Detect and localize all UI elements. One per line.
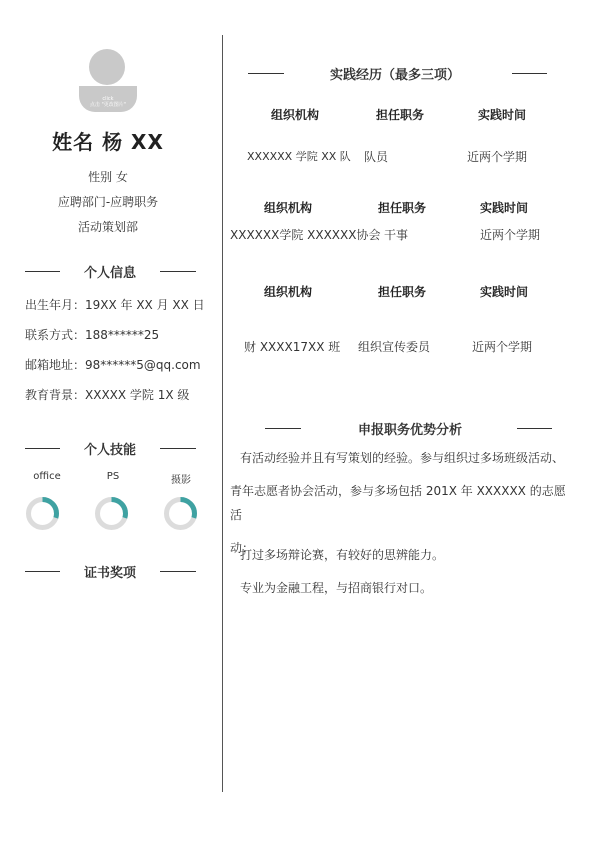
header-time: 实践时间 — [477, 108, 526, 122]
section-title-skills: 个人技能 — [83, 443, 136, 458]
entry-1-org: XXXXXX 学院 XX 队 — [247, 150, 351, 163]
header-role: 担任职务 — [377, 285, 426, 299]
header-organization: 组织机构 — [270, 108, 319, 122]
column-divider — [222, 35, 223, 792]
section-rule-left — [25, 571, 60, 572]
skill-label-ps: PS — [106, 471, 120, 482]
section-title-analysis: 申报职务优势分析 — [357, 423, 462, 438]
info-phone: 联系方式：188******25 — [25, 328, 160, 342]
skill-ring-ps — [94, 496, 129, 531]
section-rule-right — [160, 448, 196, 449]
section-rule-right — [160, 571, 196, 572]
section-title-experience: 实践经历（最多三项） — [329, 68, 460, 83]
header-organization: 组织机构 — [263, 285, 312, 299]
skill-label-photography: 摄影 — [171, 475, 191, 486]
skill-ring-office — [25, 496, 60, 531]
analysis-line: 动； — [230, 541, 255, 555]
entry-3-org: 财 XXXX17XX 班 — [244, 340, 341, 354]
section-rule-left — [265, 428, 301, 429]
avatar-head — [89, 49, 125, 85]
entry-1-time: 近两个学期 — [467, 150, 528, 164]
info-birth: 出生年月：19XX 年 XX 月 XX 日 — [25, 298, 205, 312]
analysis-line: 青年志愿者协会活动，参与多场包括 201X 年 XXXXXX 的志愿活 — [230, 484, 566, 522]
section-title-personal-info: 个人信息 — [83, 266, 136, 281]
section-rule-left — [25, 271, 60, 272]
section-title-awards: 证书奖项 — [83, 566, 136, 581]
entry-2-time: 近两个学期 — [480, 228, 541, 242]
applicant-name: 姓名 杨 XX — [52, 130, 164, 154]
header-time: 实践时间 — [479, 285, 528, 299]
entry-2-role: 干事 — [384, 228, 409, 242]
skill-ring-photography — [163, 496, 198, 531]
analysis-paragraph: 专业为金融工程，与招商银行对口。 — [240, 581, 433, 595]
entry-3-time: 近两个学期 — [472, 340, 533, 354]
analysis-line: 有活动经验并且有写策划的经验。参与组织过多场班级活动、 — [240, 451, 565, 465]
header-role: 担任职务 — [377, 201, 426, 215]
section-rule-right — [517, 428, 552, 429]
header-organization: 组织机构 — [263, 201, 312, 215]
header-time: 实践时间 — [479, 201, 528, 215]
entry-1-role: 队员 — [364, 150, 389, 164]
analysis-paragraph: 打过多场辩论赛，有较好的思辨能力。 — [240, 548, 445, 562]
entry-3-role: 组织宣传委员 — [358, 340, 431, 354]
applied-position: 应聘部门-应聘职务 — [57, 195, 159, 209]
entry-2-org: XXXXXX学院 XXXXXX协会 — [230, 228, 381, 242]
avatar-tip-line-1: click — [102, 96, 114, 102]
gender: 性别 女 — [88, 170, 128, 184]
info-email: 邮箱地址：98******5@qq.com — [25, 358, 201, 372]
section-rule-right — [160, 271, 196, 272]
info-education: 教育背景：XXXXX 学院 1X 级 — [25, 388, 190, 402]
section-rule-left — [25, 448, 60, 449]
avatar-change-tip[interactable] — [79, 96, 137, 108]
header-role: 担任职务 — [375, 108, 424, 122]
avatar-tip-line-2: 点击 "更改图片" — [89, 102, 127, 108]
department: 活动策划部 — [77, 220, 138, 234]
skill-label-office: office — [33, 471, 61, 482]
section-rule-left — [248, 73, 284, 74]
section-rule-right — [512, 73, 547, 74]
